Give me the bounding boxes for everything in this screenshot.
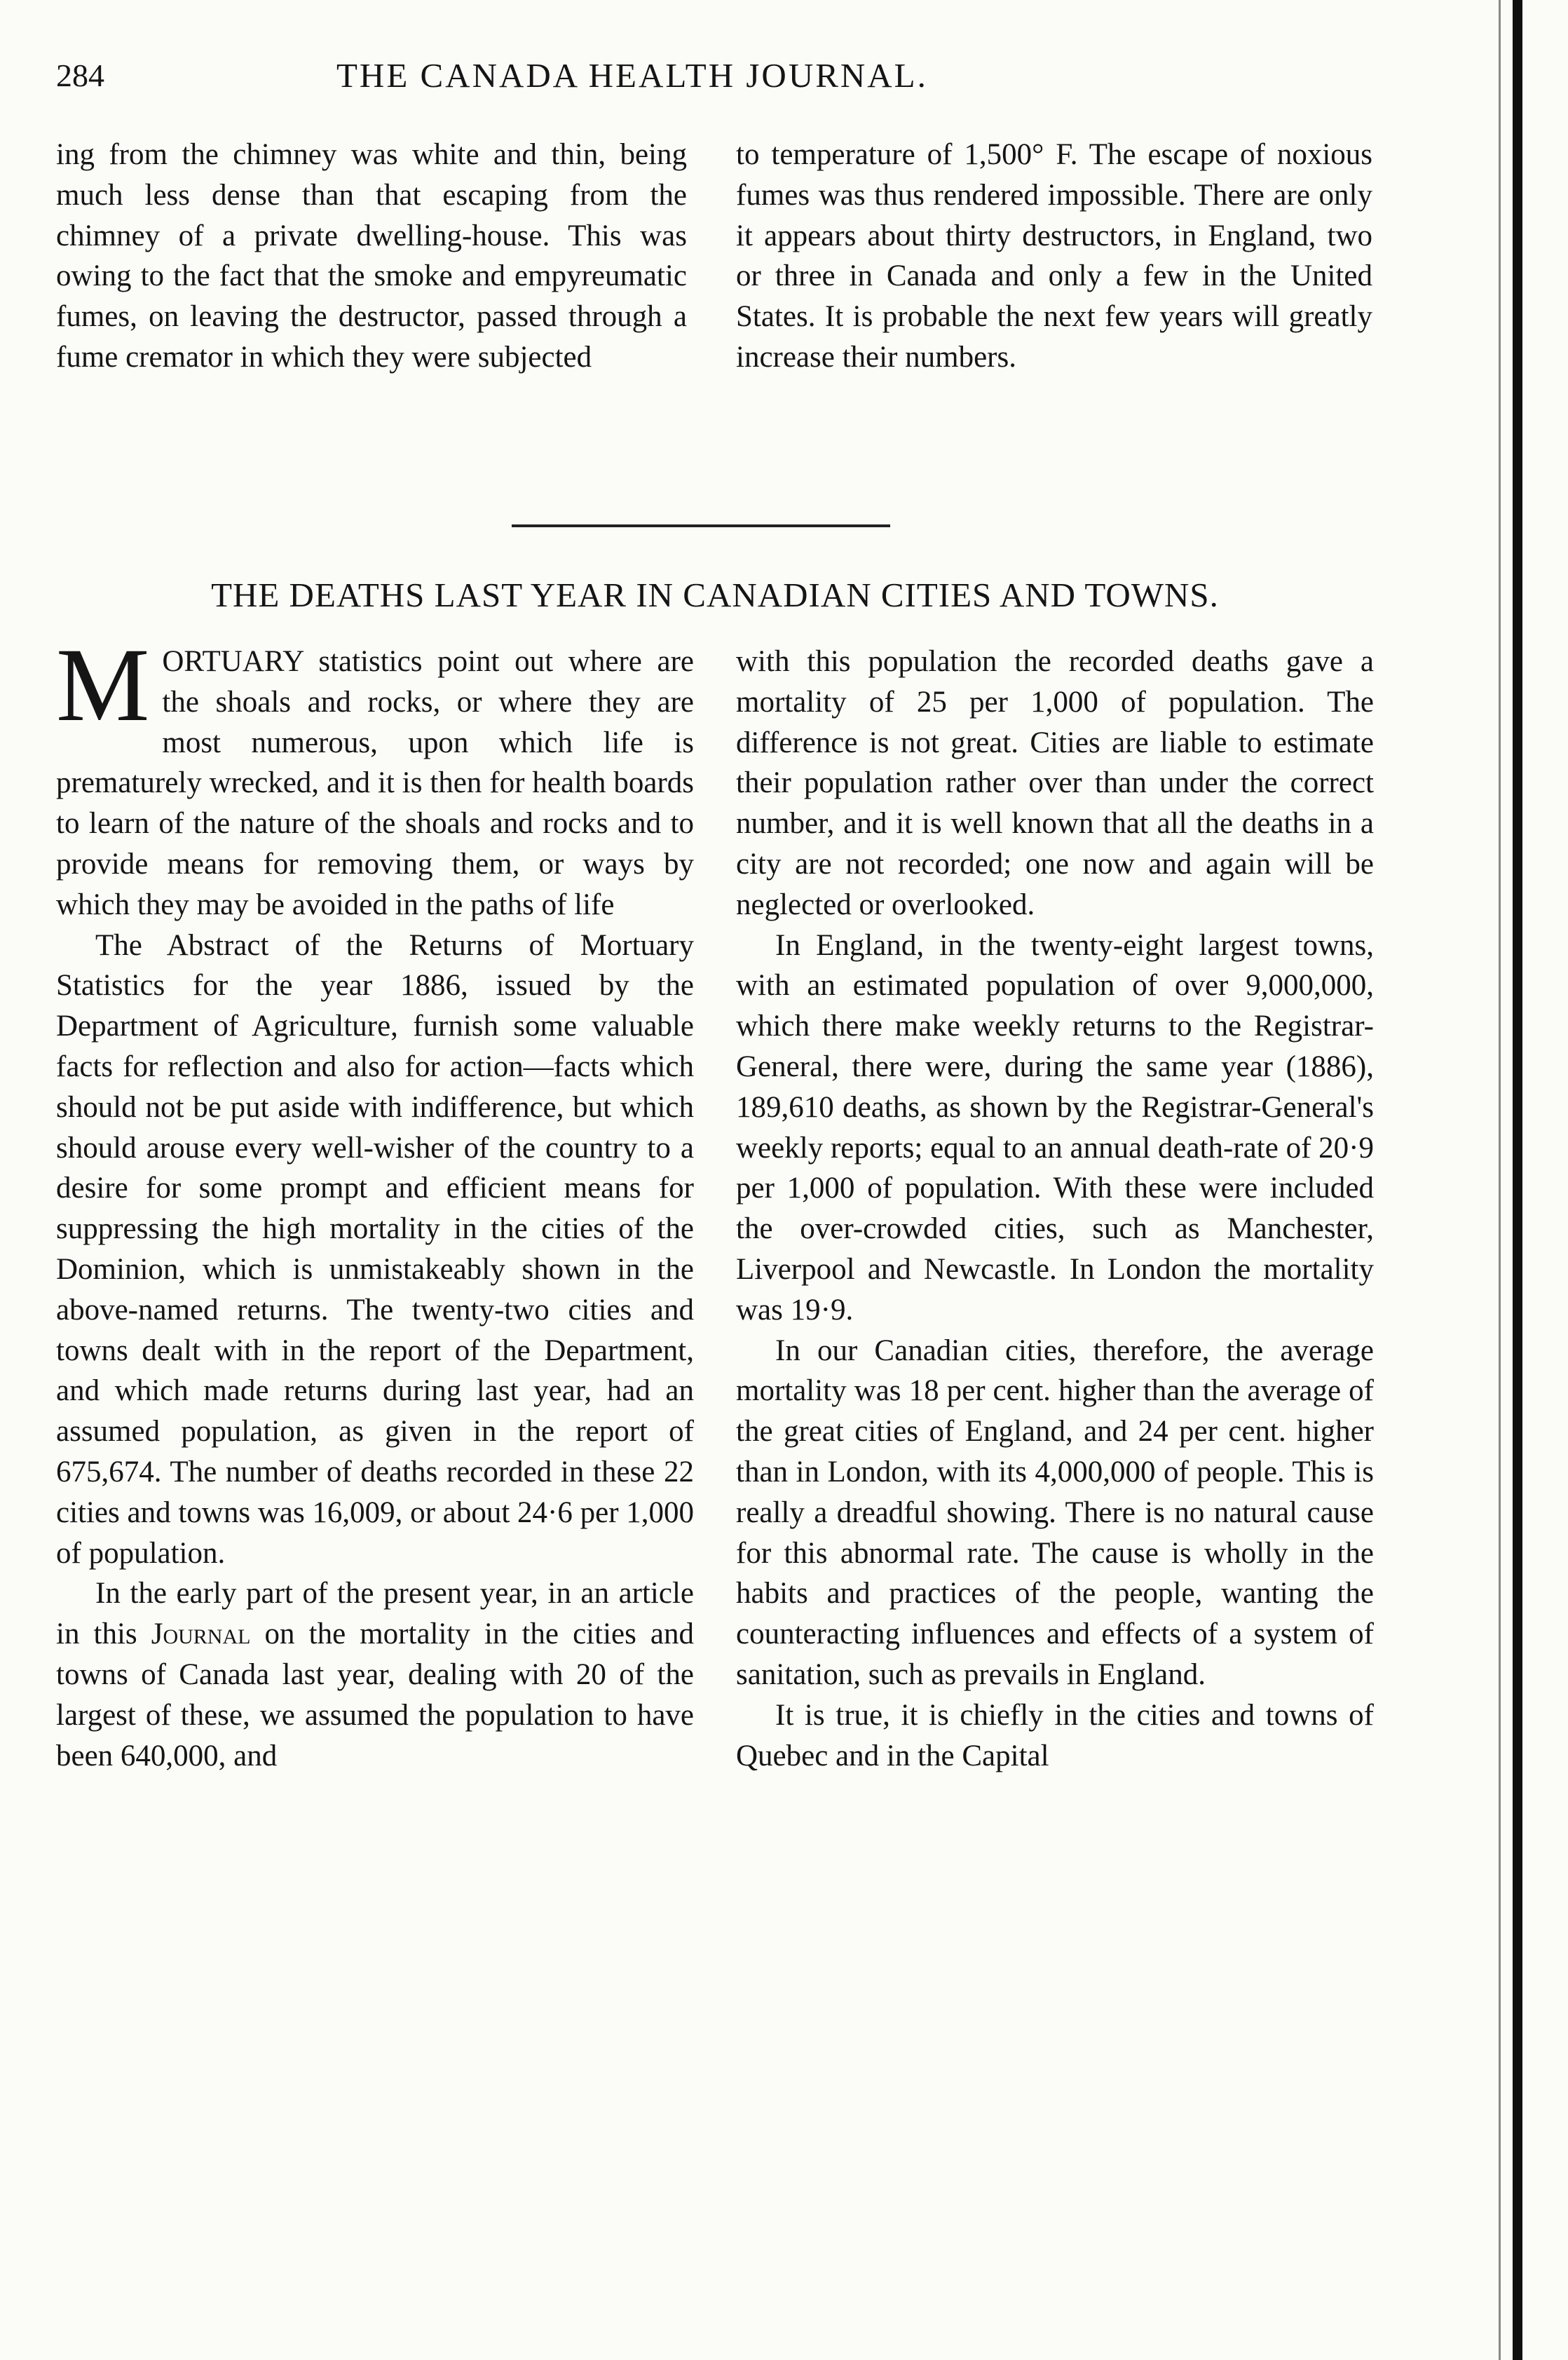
right-paragraph-1: with this population the recorded deaths gave a mortality of 25 per 1,000 of population. The difference is not great. Cities are liable to estimate their population rather over than under the correct number, and it is well known that all the deaths in a city are not recorded; one now and again will be neglected or overlooked.: [736, 645, 1374, 921]
left-paragraph-1: [56, 627, 694, 925]
continued-text-right: to temperature of 1,500° F. The escape of noxious fumes was thus rendered impossible. There are only it appears about thirty destructors, in England, two or three in Canada and only a few in the United States. It is probable the next few years will greatly increase their numbers.: [736, 138, 1372, 374]
continued-text-left: ing from the chimney was white and thin, being much less dense than that escaping from the chimney of a private dwelling-house. This was owing to the fact that the smoke and empyreumatic fumes, on leaving the destructor, passed through a fume cremator in which they were subjected: [56, 138, 687, 374]
article-left-column: [56, 627, 695, 1776]
page-number: 284: [56, 57, 104, 93]
left-paragraph-3-end: on the mortality in the cities and towns of Canada last year, dealing with 20 of the largest of these, we assumed the population to have been 640,000, and: [56, 1618, 694, 1772]
left-paragraph-3-start: In the early part of the present year, in an article in this: [56, 1577, 694, 1651]
binding-edge: [1513, 0, 1522, 2360]
left-paragraph-1-text: ORTUARY statistics point out where are the shoals and rocks, or where they are most numerous, upon which life is prematurely wrecked, and it is then for health boards to learn of the nature of the shoals and rocks and to provide means for removing them, or ways by which they may be avoided in the paths of life: [56, 645, 694, 921]
left-paragraph-2: The Abstract of the Returns of Mortuary Statistics for the year 1886, issued by the Department of Agriculture, furnish some valuable facts for reflection and also for action—facts which should not be put aside with indifference, but which should arouse every well-wisher of the country to a desire for some prompt and efficient means for suppressing the high mortality in the cities of the Dominion, which is unmistakeably shown in the above-named returns. The twenty-two cities and towns dealt with in the report of the Department, and which made returns during last year, had an assumed population, as given in the report of 675,674. The number of deaths recorded in these 22 cities and towns was 16,009, or about 24·6 per 1,000 of population.: [56, 928, 695, 1570]
left-paragraph-3: [56, 1573, 694, 1776]
continued-article-right-column: [736, 135, 1372, 378]
right-paragraph-3: In our Canadian cities, therefore, the average mortality was 18 per cent. higher than the average of the great cities of England, and 24 per cent. higher than in London, with its 4,000,000 of people. This is really a dreadful showing. There is no natural cause for this abnormal rate. The cause is wholly in the habits and practices of the people, wanting the counteracting influences and effects of a system of sanitation, such as prevails in England.: [736, 1334, 1374, 1691]
binding-edge-shadow: [1499, 0, 1501, 2360]
running-head: [56, 55, 1388, 104]
right-paragraph-4: It is true, it is chiefly in the cities and towns of Quebec and in the Capital: [736, 1698, 1374, 1772]
article-title: THE DEATHS LAST YEAR IN CANADIAN CITIES AND TOWNS.: [211, 576, 1219, 614]
right-paragraph-2: In England, in the twenty-eight largest towns, with an estimated population of over 9,000,000, which there make weekly returns to the Registrar-General, there were, during the same year (1886), 189,610 deaths, as shown by the Registrar-General's weekly reports; equal to an annual death-rate of 20·9 per 1,000 of population. With these were included the over-crowded cities, such as Manchester, Liverpool and Newcastle. In London the mortality was 19·9.: [736, 928, 1374, 1327]
journal-name-reference: Journal: [151, 1618, 251, 1651]
continued-article-left-column: [56, 135, 687, 378]
drop-cap: M: [56, 627, 150, 743]
article-right-column: [736, 642, 1374, 1776]
section-divider: [512, 524, 890, 527]
journal-title: THE CANADA HEALTH JOURNAL.: [336, 56, 928, 95]
